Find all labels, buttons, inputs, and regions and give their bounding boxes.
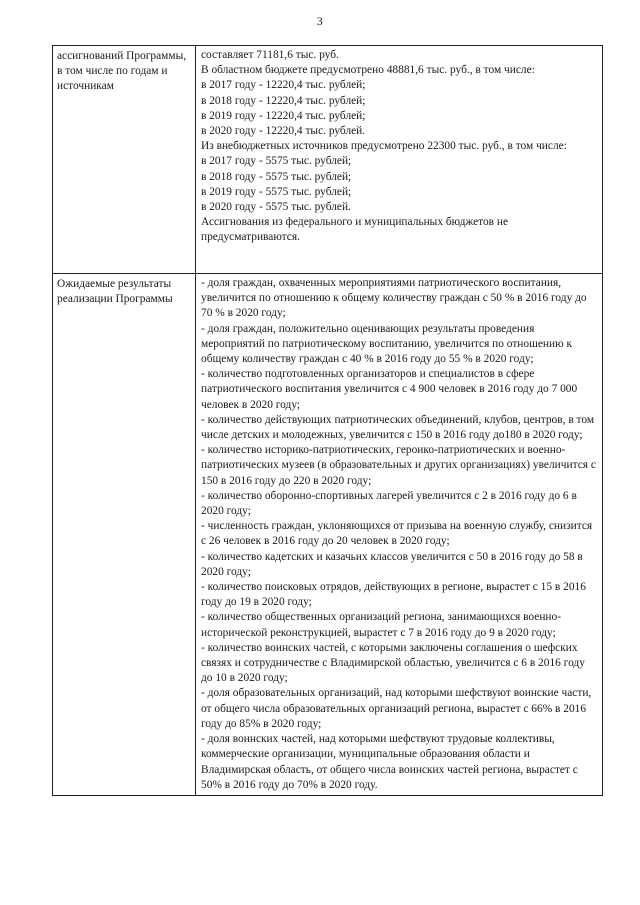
row-content-results xyxy=(196,274,603,796)
result-item: - количество действующих патриотических объединений, клубов, центров, в том числе детских и молодежных, увеличится с 150 в 2016 году до180 в 2020 году; xyxy=(201,413,595,442)
funding-line: в 2019 году - 12220,4 тыс. рублей; xyxy=(201,109,366,122)
result-item: - доля воинских частей, над которыми шефствуют трудовые коллективы, коммерческие организации, муниципальные образования области и Владимирская область, от общего числа воинских частей региона, вырастет с 50% в 2016 году до 70% в 2020 году. xyxy=(201,733,578,791)
result-item: - количество поисковых отрядов, действующих в регионе, вырастет с 15 в 2016 году до 19 в 2020 году; xyxy=(201,581,586,609)
page-number: 3 xyxy=(316,14,324,28)
result-item: - доля образовательных организаций, над которыми шефствуют воинские части, от общего числа образовательных организаций региона, вырастет с 66% в 2016 году до 85% в 2020 году; xyxy=(201,687,592,730)
result-item: - количество общественных организаций региона, занимающихся военно-исторической реконструкцией, вырастет с 7 в 2016 году до 9 в 2020 году; xyxy=(201,611,562,639)
row-label-results: Ожидаемые результаты реализации Программы xyxy=(53,274,196,796)
funding-line: составляет 71181,6 тыс. руб. xyxy=(201,49,339,61)
result-item: - количество подготовленных организаторов и специалистов в сфере патриотического воспитания увеличится с 4 900 человек в 2016 году до 7 000 человек в 2020 году; xyxy=(201,368,578,411)
funding-line: в 2020 году - 5575 тыс. рублей. xyxy=(201,201,351,214)
result-item: - количество кадетских и казачьих классов увеличится с 50 в 2016 году до 58 в 2020 году; xyxy=(201,550,583,578)
table-row-results xyxy=(53,274,603,796)
result-item: - доля граждан, положительно оценивающих результаты проведения мероприятий по патриотическому воспитанию, увеличится по отношению к общему количеству граждан с 40 % в 2016 году до 55 % в 2020 году; xyxy=(201,322,573,366)
funding-line: Из внебюджетных источников предусмотрено 22300 тыс. руб., в том числе: xyxy=(201,140,567,153)
result-item: - количество историко-патриотических, героико-патриотических и военно-патриотических музеев (в образовательных и других организациях) увеличится с 150 в 2016 году до 220 в 2020 году; xyxy=(201,444,596,487)
funding-line: в 2017 году - 5575 тыс. рублей; xyxy=(201,155,352,168)
funding-line: в 2020 году - 12220,4 тыс. рублей. xyxy=(201,125,366,138)
result-item: - количество воинских частей, с которыми заключены соглашения о шефских связях и сотрудничестве с Владимирской областью, увеличится с 6 в 2016 году до 10 в 2020 году; xyxy=(201,641,585,685)
funding-line: в 2019 году - 5575 тыс. рублей; xyxy=(201,185,352,198)
result-item: - количество оборонно-спортивных лагерей увеличится с 2 в 2016 году до 6 в 2020 году; xyxy=(201,489,577,518)
result-item: - численность граждан, уклоняющихся от призыва на военную службу, снизится с 26 человек в 2016 году до 20 человек в 2020 году; xyxy=(201,520,593,548)
funding-line: в 2017 году - 12220,4 тыс. рублей; xyxy=(201,79,366,92)
result-item: - доля граждан, охваченных мероприятиями патриотического воспитания, увеличится по отношению к общему количеству граждан с 50 % в 2016 году до 70 % в 2020 году; xyxy=(201,277,587,320)
table-row-funding xyxy=(53,46,603,274)
row-label-funding: ассигнований Программы, в том числе по годам и источникам xyxy=(53,46,196,274)
program-passport-table xyxy=(52,45,603,796)
funding-line: в 2018 году - 12220,4 тыс. рублей; xyxy=(201,94,366,107)
row-content-funding xyxy=(196,46,603,274)
funding-line: В областном бюджете предусмотрено 48881,6 тыс. руб., в том числе: xyxy=(201,64,535,77)
funding-line: в 2018 году - 5575 тыс. рублей; xyxy=(201,170,352,183)
funding-line: Ассигнования из федерального и муниципальных бюджетов не предусматриваются. xyxy=(201,216,509,244)
